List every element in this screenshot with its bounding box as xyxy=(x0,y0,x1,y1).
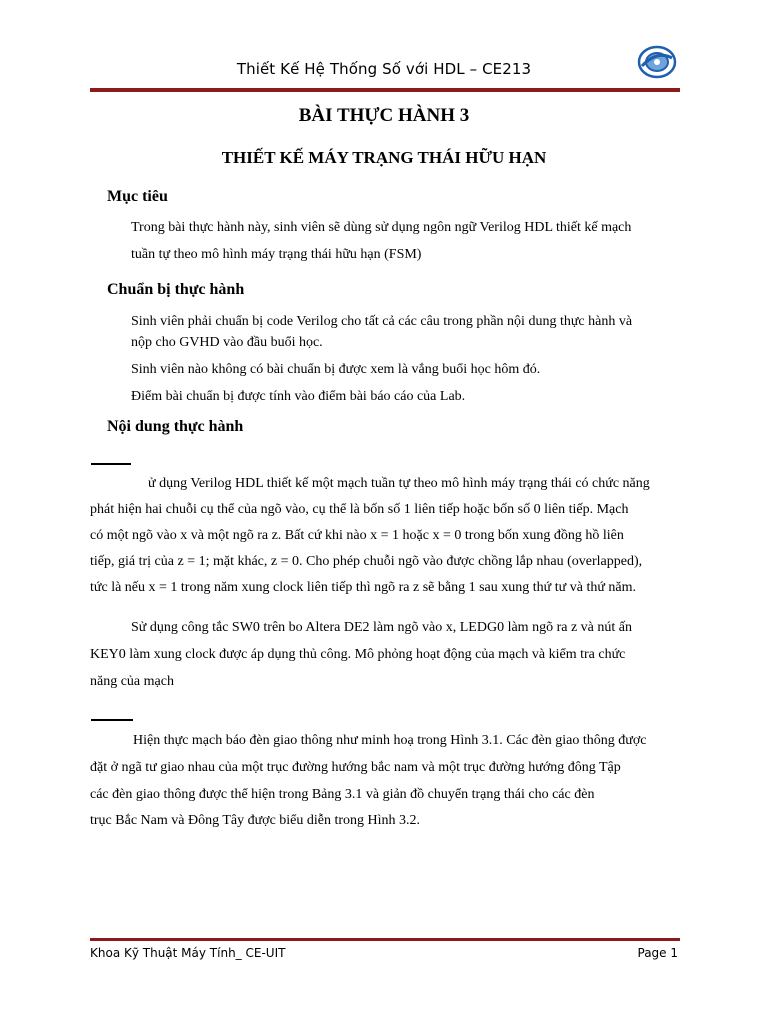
task-1b-line-3: năng của mạch xyxy=(90,674,174,689)
footer-department: Khoa Kỹ Thuật Máy Tính_ CE-UIT xyxy=(90,946,286,960)
task-1b-line-2: KEY0 làm xung clock được áp dụng thủ công. Mô phỏng hoạt động của mạch và kiểm tra chức xyxy=(90,647,626,662)
task-1-line-5: tức là nếu x = 1 trong năm xung clock liên tiếp thì ngõ ra z sẽ bằng 1 sau xung thứ tư và thứ năm. xyxy=(90,580,637,595)
header-title: Thiết Kế Hệ Thống Số với HDL – CE213 xyxy=(236,60,532,78)
task-2-marker xyxy=(91,719,133,721)
task-2-line-4: trục Bắc Nam và Đông Tây được biểu diễn trong Hình 3.2. xyxy=(90,813,421,828)
prep-line-4: Điểm bài chuẩn bị được tính vào điểm bài báo cáo của Lab. xyxy=(131,389,466,404)
task-2-line-3: các đèn giao thông được thể hiện trong Bảng 3.1 và giản đồ chuyển trạng thái cho các đèn xyxy=(90,787,595,802)
task-1-line-4: tiếp, giá trị của z = 1; mặt khác, z = 0. Cho phép chuỗi ngõ vào được chồng lắp nhau (overlapped), xyxy=(90,554,643,569)
prep-heading: Chuẩn bị thực hành xyxy=(107,281,245,298)
objective-line-2: tuần tự theo mô hình máy trạng thái hữu hạn (FSM) xyxy=(131,247,422,262)
task-1-line-2: phát hiện hai chuỗi cụ thể của ngõ vào, cụ thể là bốn số 1 liên tiếp hoặc bốn số 0 liên tiếp. Mạch xyxy=(90,502,629,517)
prep-line-2: nộp cho GVHD vào đầu buổi học. xyxy=(131,335,323,350)
document-subtitle: THIẾT KẾ MÁY TRẠNG THÁI HỮU HẠN xyxy=(221,148,547,167)
prep-line-1: Sinh viên phải chuẩn bị code Verilog cho tất cả các câu trong phần nội dung thực hành và xyxy=(131,314,633,329)
task-1-line-1: ử dụng Verilog HDL thiết kế một mạch tuần tự theo mô hình máy trạng thái có chức năng xyxy=(148,476,650,491)
objective-line-1: Trong bài thực hành này, sinh viên sẽ dùng sử dụng ngôn ngữ Verilog HDL thiết kế mạch xyxy=(131,220,632,235)
footer-rule xyxy=(90,938,680,941)
footer-page-number: Page 1 xyxy=(637,946,678,960)
prep-line-3: Sinh viên nào không có bài chuẩn bị được xem là vắng buổi học hôm đó. xyxy=(131,362,541,377)
uit-logo-icon xyxy=(636,44,678,80)
task-1-marker xyxy=(91,463,131,465)
task-2-line-1: Hiện thực mạch báo đèn giao thông như minh hoạ trong Hình 3.1. Các đèn giao thông được xyxy=(133,733,647,748)
content-heading: Nội dung thực hành xyxy=(107,418,244,435)
objective-heading: Mục tiêu xyxy=(107,188,168,205)
task-1b-line-1: Sử dụng công tắc SW0 trên bo Altera DE2 làm ngõ vào x, LEDG0 làm ngõ ra z và nút ấn xyxy=(131,620,632,635)
header-rule xyxy=(90,88,680,92)
task-1-line-3: có một ngõ vào x và một ngõ ra z. Bất cứ khi nào x = 1 hoặc x = 0 trong bốn xung đồng hồ liên xyxy=(90,528,624,543)
document-title: BÀI THỰC HÀNH 3 xyxy=(298,105,470,126)
task-2-line-2: đặt ở ngã tư giao nhau của một trục đường hướng bắc nam và một trục đường hướng đông Tập xyxy=(90,760,621,775)
